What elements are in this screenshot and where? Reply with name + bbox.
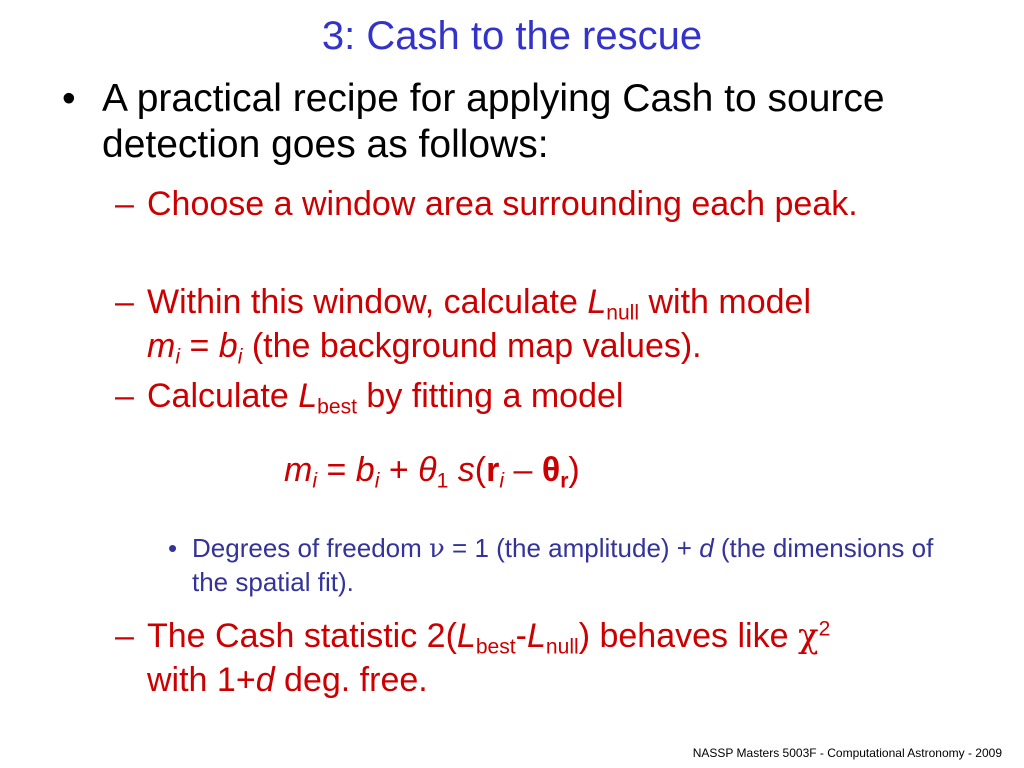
step-calculate-best-text: Calculate $L_{best}$ by fitting a model [147, 377, 624, 419]
dash-icon: – [115, 283, 134, 321]
slide-title: 3: Cash to the rescue [321, 14, 703, 58]
degrees-of-freedom-subpoint [168, 532, 968, 599]
model-formula: $m_i = b_i + \theta_1$ $s(r_i - \theta_r)$ [284, 451, 580, 493]
step-choose-window-text: Choose a window area surrounding each peak. [147, 185, 858, 223]
dash-icon: – [115, 185, 134, 223]
slide-footer: NASSP Masters 5003F - Computational Astronomy - 2009 [692, 746, 1002, 760]
step-cash-statistic-text: The Cash statistic $2(L_{best}-L_{null})$ behaves like $\chi^2$ with 1+d deg. free. [147, 616, 831, 699]
step-calculate-null [115, 280, 995, 368]
bullet-icon: • [168, 533, 178, 563]
dash-icon: – [115, 377, 134, 415]
step-cash-statistic [115, 614, 995, 702]
bullet-icon: • [62, 77, 76, 120]
main-bullet-text: A practical recipe for applying Cash to source detection goes as follows: [102, 77, 885, 166]
main-bullet-point [62, 76, 1002, 168]
step-calculate-best [115, 374, 995, 418]
degrees-of-freedom-text: Degrees of freedom ν = 1 (the amplitude) + d (the dimensions of the spatial fit). [192, 533, 934, 597]
step-calculate-null-text: Within this window, calculate $L_{null}$ with model $m_i = b_i$ (the background map values). [147, 283, 812, 369]
step-choose-window [115, 182, 995, 226]
dash-icon: – [115, 617, 134, 655]
